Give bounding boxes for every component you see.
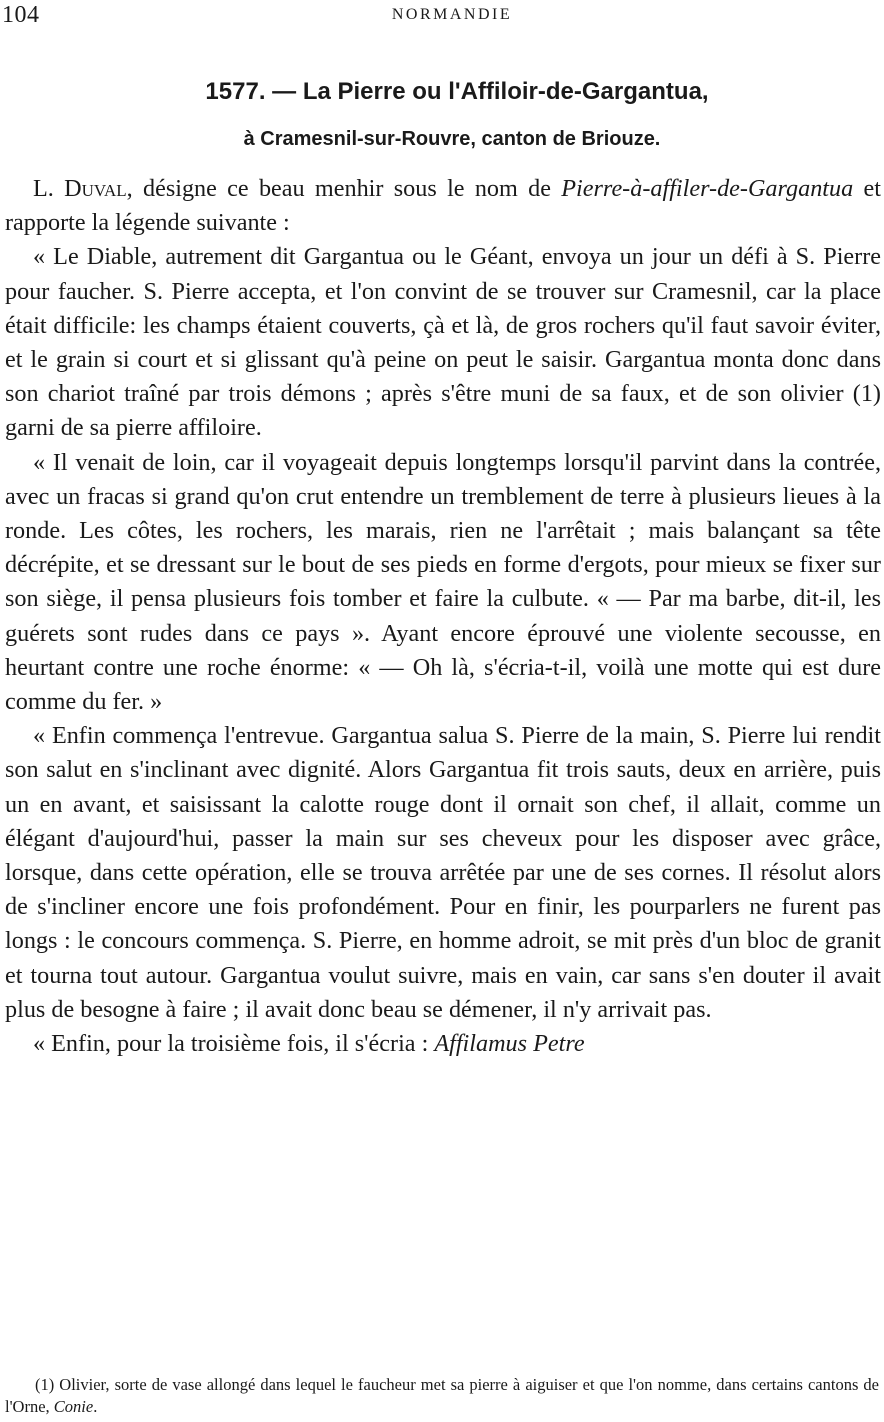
paragraph-1	[5, 172, 881, 240]
footnote-end: .	[93, 1397, 98, 1416]
paragraph-5	[5, 1027, 881, 1061]
paragraph-1-text-b: et rapporte la légende suivante :	[5, 175, 881, 237]
paragraph-2: « Le Diable, autrement dit Gargantua ou le Géant, envoya un jour un défi à S. Pierre pour faucher. S. Pierre accepta, et l'on convint de se trouver sur Cramesnil, car la place était difficile: les champs étaient couverts, çà et là, de gros rochers qu'il faut savoir éviter, et le grain si court et si glissant qu'à peine on peut le saisir. Gargantua monta donc dans son chariot traîné par trois démons ; après s'être muni de sa faux, et de son olivier (1) garni de sa pierre affiloire.	[5, 243, 881, 442]
body-text	[5, 172, 881, 1061]
menhir-name: Pierre-à-affiler-de-Gargantua	[561, 175, 854, 202]
author-initial: L.	[33, 175, 65, 202]
latin-phrase: Affilamus Petre	[434, 1030, 585, 1058]
running-title: NORMANDIE	[391, 6, 513, 23]
footnote-text: (1) Olivier, sorte de vase allongé dans lequel le faucheur met sa pierre à aiguiser et que l'on nomme, dans certains cantons de l'Orne,	[5, 1375, 879, 1416]
section-subheading: à Cramesnil-sur-Rouvre, canton de Briouze.	[243, 128, 661, 150]
author-name: Duval	[64, 175, 127, 202]
running-head	[0, 2, 884, 32]
paragraph-4: « Enfin commença l'entrevue. Gargantua salua S. Pierre de la main, S. Pierre lui rendit son salut en s'inclinant avec dignité. Alors Gargantua fit trois sauts, deux en arrière, puis un en avant, et saisissant la calotte rouge dont il ornait son chef, il allait, comme un élégant d'aujourd'hui, passer la main sur ses cheveux pour les disposer avec grâce, lorsque, dans cette opération, elle se trouva arrêtée par une de ses cornes. Il résolut alors de s'incliner encore une fois profondément. Pour en finir, les pourparlers ne furent pas longs : le concours commença. S. Pierre, en homme adroit, se mit près d'un bloc de granit et tourna tout autour. Gargantua voulut suivre, mais en vain, car sans s'en douter il avait plus de besogne à faire ; il avait donc beau se démener, il n'y arrivait pas.	[5, 722, 881, 1023]
paragraph-3: « Il venait de loin, car il voyageait depuis longtemps lorsqu'il parvint dans la contrée, avec un fracas si grand qu'on crut entendre un tremblement de terre à plusieurs lieues à la ronde. Les côtes, les rochers, les marais, rien ne l'arrêtait ; mais balançant sa tête décrépite, et se dressant sur le bout de ses pieds en forme d'ergots, pour mieux se fixer sur son siège, il pensa plusieurs fois tomber et faire la culbute. « — Par ma barbe, dit-il, les guérets sont rudes dans ce pays ». Ayant encore éprouvé une violente secousse, en heurtant contre une roche énorme: « — Oh là, s'écria-t-il, voilà une motte qui est dure comme du fer. »	[5, 448, 881, 716]
page-number: 104	[2, 2, 40, 28]
footnote-italic-term: Conie	[53, 1397, 94, 1416]
footnote	[5, 1374, 879, 1418]
paragraph-1-text-a: , désigne ce beau menhir sous le nom de	[126, 175, 562, 202]
section-heading: 1577. — La Pierre ou l'Affiloir-de-Gargantua,	[205, 78, 709, 105]
footnote-1	[5, 1374, 879, 1418]
paragraph-5-text: « Enfin, pour la troisième fois, il s'écria :	[33, 1030, 435, 1058]
